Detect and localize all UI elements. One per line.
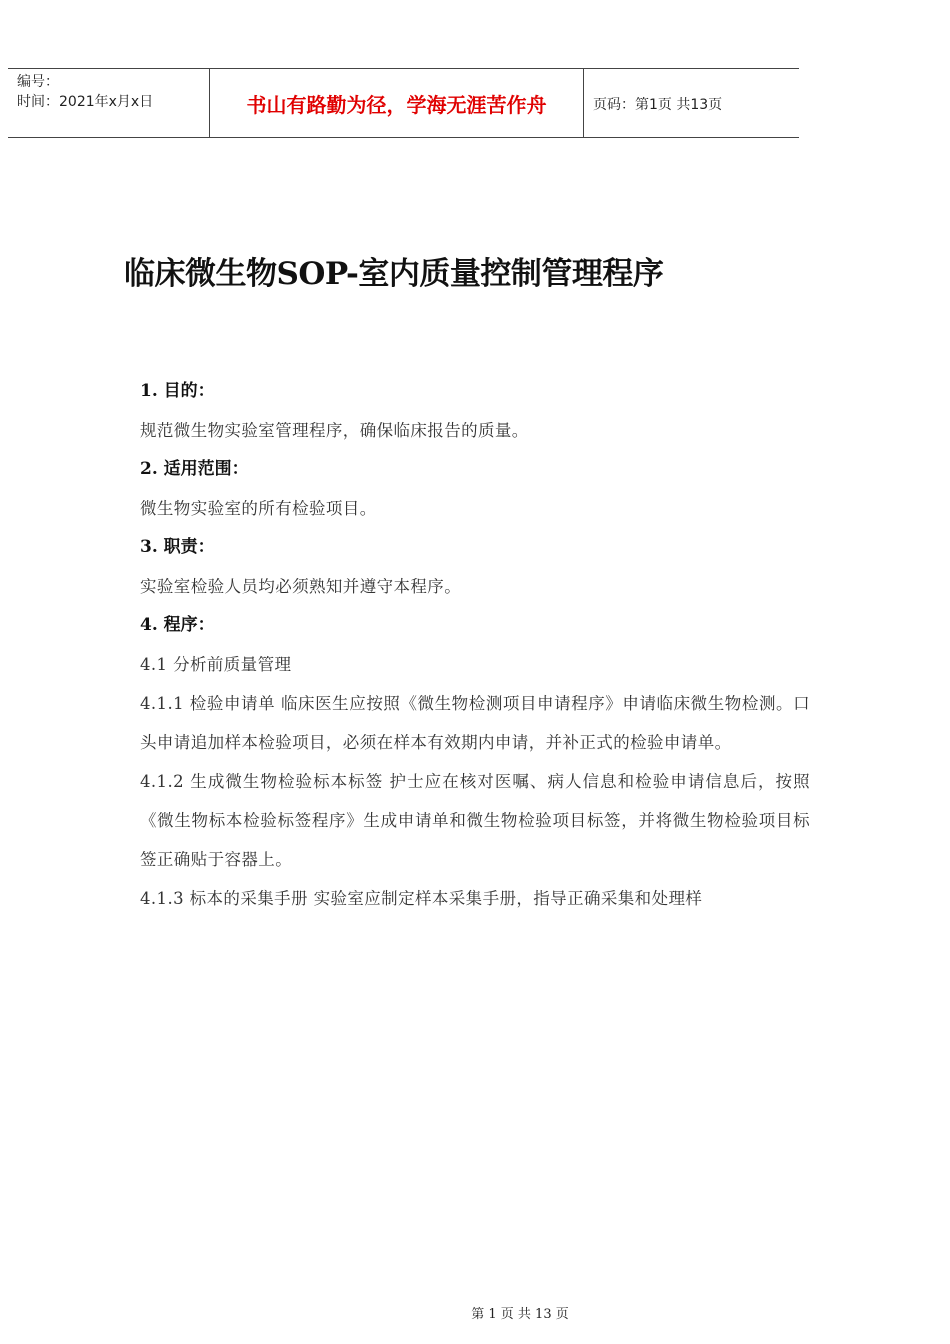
section-4-heading: 4. 程序： [140, 615, 215, 635]
serial-number-label: 编号： [17, 74, 59, 90]
section-2-text: 微生物实验室的所有检验项目。 [140, 499, 377, 518]
page-footer [0, 1303, 950, 1322]
section-4-1: 4.1 分析前质量管理 [140, 655, 292, 674]
section-2-heading: 2. 适用范围： [140, 459, 249, 479]
document-header [8, 68, 799, 138]
document-body [140, 372, 810, 918]
section-3-heading: 3. 职责： [140, 537, 215, 557]
time-label: 时间：2021年x月x日 [17, 94, 154, 110]
section-4-1-3: 4.1.3 标本的采集手册 实验室应制定样本采集手册，指导正确采集和处理样 [140, 889, 703, 908]
section-1-heading: 1. 目的： [140, 381, 215, 401]
section-4-1-2: 4.1.2 生成微生物检验标本标签 护士应在核对医嘱、病人信息和检验申请信息后，按照《微生物标本检验标签程序》生成申请单和微生物检验项目标签，并将微生物检验项目标签正确贴于容器上。 [140, 772, 810, 869]
header-page-cell [584, 69, 799, 137]
header-motto: 书山有路勤为径，学海无涯苦作舟 [210, 69, 584, 137]
section-1-text: 规范微生物实验室管理程序，确保临床报告的质量。 [140, 421, 529, 440]
header-page-label: 页码：第1页 共13页 [593, 97, 723, 113]
section-4-1-1: 4.1.1 检验申请单 临床医生应按照《微生物检测项目申请程序》申请临床微生物检测。口头申请追加样本检验项目，必须在样本有效期内申请，并补正式的检验申请单。 [140, 694, 810, 752]
header-meta-cell [8, 69, 210, 137]
section-3-text: 实验室检验人员均必须熟知并遵守本程序。 [140, 577, 462, 596]
document-title: 临床微生物SOP-室内质量控制管理程序 [124, 256, 664, 292]
footer-page-number: 第 1 页 共 13 页 [471, 1307, 569, 1322]
